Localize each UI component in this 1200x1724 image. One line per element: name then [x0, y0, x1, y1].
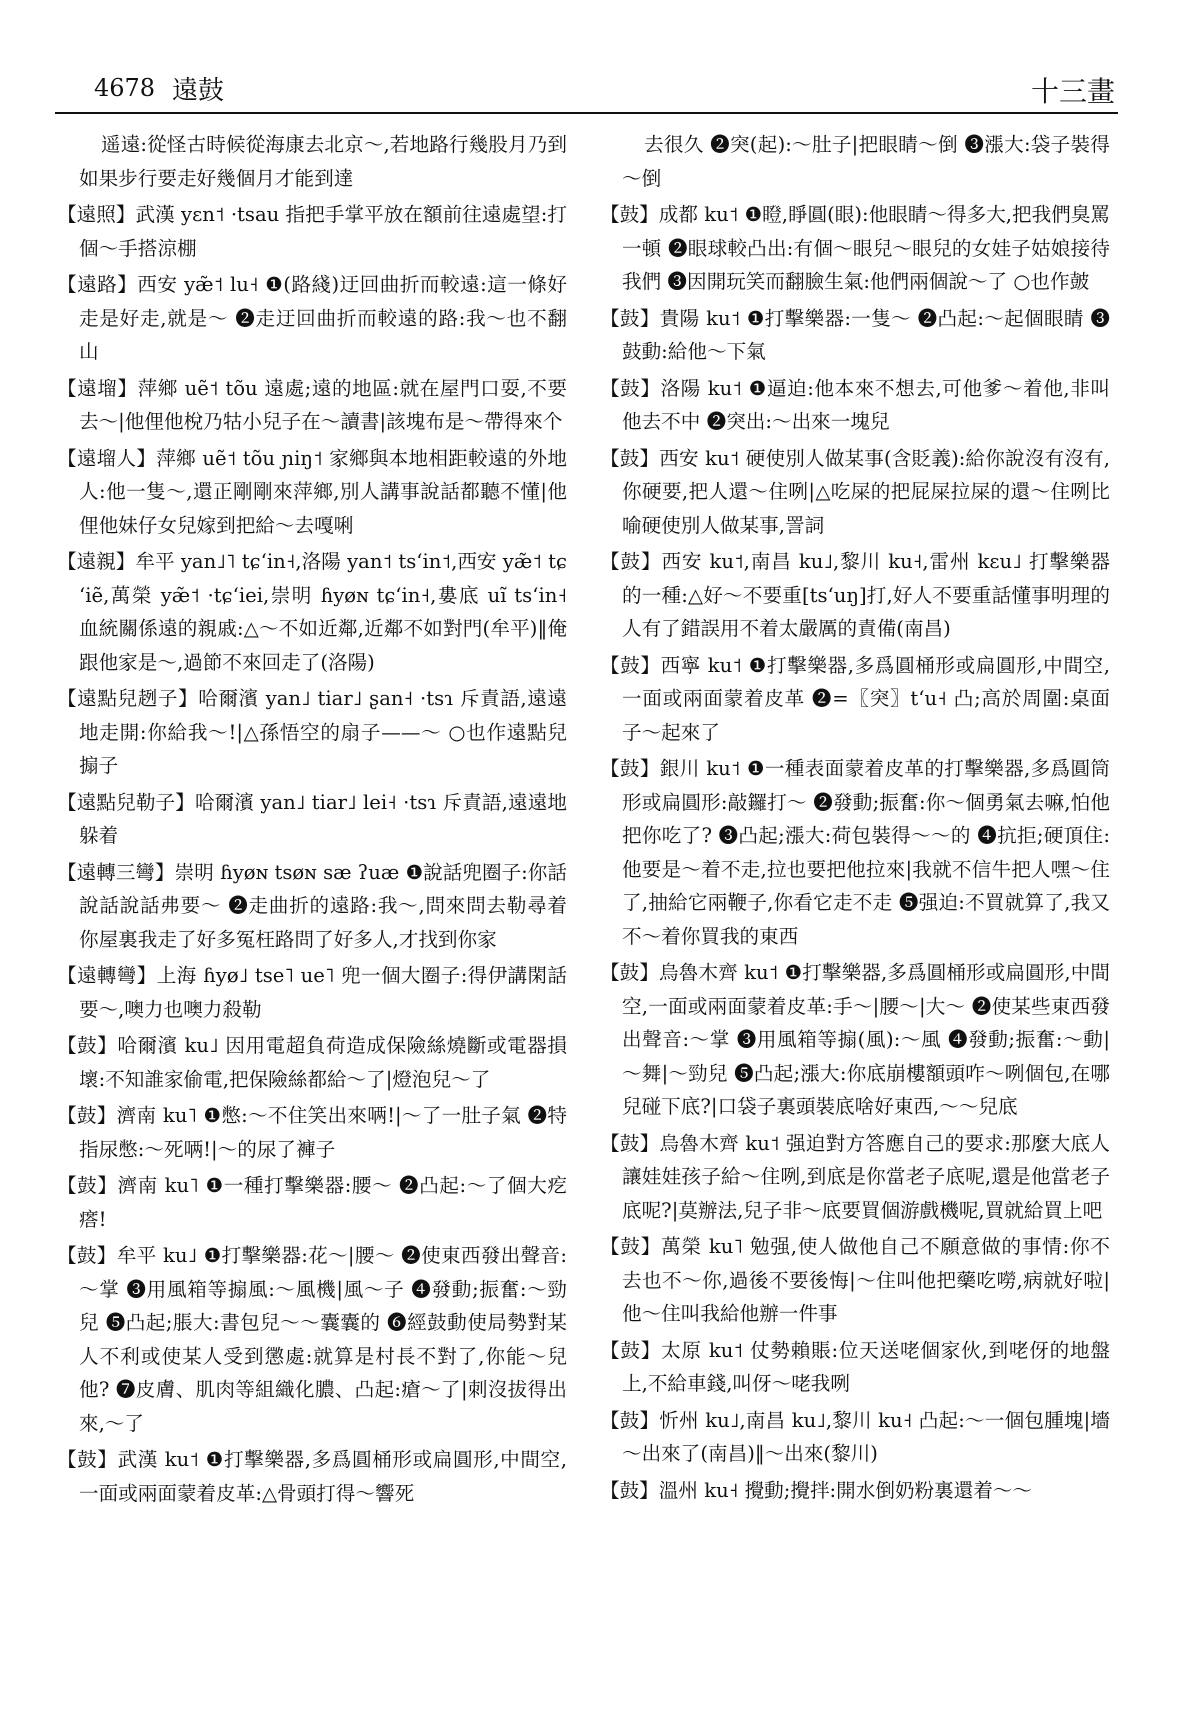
dictionary-entry: 【遠塯人】萍鄉 uẽ˦ tõu ɲiŋ˦ 家鄉與本地相距較遠的外地人:他一隻～,還正剛剛來萍鄉,別人講事說話都聽不懂|他俚他妹仔女兒嫁到把給～去嘎唎: [57, 446, 567, 537]
dictionary-entry: 【遠點兒趔子】哈爾濱 yan˩ tiar˩ ʂan˧ ·tsɿ 斥責語,遠遠地走開:你給我～!|△孫悟空的扇子——～ ○也作遠點兒搧子: [57, 687, 567, 777]
dictionary-entry: 【鼓】西寧 ku˦ ❶打擊樂器,多爲圓桶形或扁圓形,中間空,一面或兩面蒙着皮革 ❷=〖突〗tʻu˧ 凸;高於周圍:桌面子～起來了: [600, 653, 1110, 744]
dictionary-entry: 【遠塯】萍鄉 uẽ˦ tõu 遠處;遠的地區:就在屋門口耍,不要去～|他俚他梲乃牯小兒子在～讀書|該塊布是～帶得來个: [57, 376, 567, 433]
dictionary-entry: 【鼓】忻州 ku˩,南昌 ku˩,黎川 ku˧ 凸起:～一個包腫塊|墻～出來了(南昌)‖～出來(黎川): [600, 1408, 1110, 1465]
dictionary-entry: 【鼓】貴陽 ku˦ ❶打擊樂器:一隻～ ❷凸起:～起個眼睛 ❸鼓動:給他～下氣: [600, 306, 1110, 363]
header-rule: [55, 112, 1118, 114]
dictionary-entry: 【鼓】牟平 ku˩ ❶打擊樂器:花～|腰～ ❷使東西發出聲音:～掌 ❸用風箱等搧風:～風機|風～子 ❹發動;振奮:～勁兒 ❺凸起;脹大:書包兒～～囊囊的 ❻經鼓動使局勢對某人不利或使某人受到懲處:就算是村長不對了,你能～兒他? ❼皮膚、肌肉等組織化膿、凸起:瘡～了|刺沒拔得出來,～了: [57, 1244, 567, 1435]
dictionary-entry: 去很久 ❷突(起):～肚子|把眼睛～倒 ❸漲大:袋子裝得～倒: [622, 133, 1110, 190]
dictionary-entry: 【遠照】武漢 yɛn˦ ·tsau 指把手掌平放在額前往遠處望:打個～手搭涼棚: [57, 203, 567, 260]
running-head-title: 遠鼓: [172, 76, 225, 106]
dictionary-entry: 【鼓】濟南 ku˥ ❶憋:～不住笑出來唡!|～了一肚子氣 ❷特指尿憋:～死唡!|～的尿了褲子: [57, 1104, 567, 1161]
dictionary-entry: 【鼓】西安 ku˦,南昌 ku˩,黎川 ku˧,雷州 kɛu˩ 打擊樂器的一種:△好～不要重[tsʻuŋ]打,好人不要重話懂事明理的人有了錯誤用不着太嚴厲的責備(南昌): [600, 550, 1110, 640]
dictionary-entry: 【鼓】哈爾濱 ku˩ 因用電超負荷造成保險絲燒斷或電器損壞:不知誰家偷電,把保險絲都給～了|燈泡兒～了: [57, 1034, 567, 1091]
page-number: 4678: [94, 74, 156, 102]
dictionary-entry: 【鼓】洛陽 ku˦ ❶逼迫:他本來不想去,可他爹～着他,非叫他去不中 ❷突出:～出來一塊兒: [600, 376, 1110, 433]
dictionary-entry: 【鼓】溫州 ku˧ 攪動;攪拌:開水倒奶粉裏還着～～: [600, 1478, 1033, 1502]
dictionary-entry: 【鼓】成都 ku˦ ❶瞪,睜圓(眼):他眼睛～得多大,把我們臭罵一頓 ❷眼球較凸出:有個～眼兒～眼兒的女娃子姑娘接待我們 ❸因開玩笑而翻臉生氣:他們兩個說～了 ○也作皷: [600, 203, 1110, 293]
dictionary-entry: 【鼓】烏魯木齊 ku˦ ❶打擊樂器,多爲圓桶形或扁圓形,中間空,一面或兩面蒙着皮革:手～|腰～|大～ ❷使某些東西發出聲音:～掌 ❸用風箱等搧(風):～風 ❹發動;振奮:～動|～舞|～勁兒 ❺凸起;漲大:你底崩樓額頭咋～咧個包,在哪兒碰下底?|口袋子裏頭裝底啥好東西,～～兒底: [600, 961, 1110, 1118]
dictionary-entry: 【遠轉彎】上海 ɦyø˩ tse˥ ue˥ 兜一個大圈子:得伊講閑話要～,噢力也噢力殺勒: [57, 964, 567, 1021]
dictionary-entry: 【鼓】濟南 ku˥ ❶一種打擊樂器:腰～ ❷凸起:～了個大疙瘩!: [57, 1174, 567, 1231]
dictionary-entry: 【鼓】萬榮 ku˥ 勉强,使人做他自己不願意做的事情:你不去也不～你,過後不要後悔|～住叫他把藥吃嘮,病就好啦|他～住叫我給他辦一件事: [600, 1235, 1110, 1325]
dictionary-entry: 【遠轉三彎】崇明 ɦyøɴ tsøɴ sæ ʔuæ ❶說話兜圈子:你話說話說話弗要～ ❷走曲折的遠路:我～,問來問去勒尋着你屋裏我走了好多冤枉路問了好多人,才找到你家: [57, 860, 567, 951]
dictionary-entry: 【鼓】烏魯木齊 ku˦ 强迫對方答應自己的要求:那麼大底人讓娃娃孩子給～住咧,到底是你當老子底呢,還是他當老子底呢?|莫辦法,兒子非～底要買個游戲機呢,買就給買上吧: [600, 1131, 1110, 1222]
right-column: [600, 128, 1110, 1510]
running-head-section: 十三畫: [1030, 75, 1115, 108]
dictionary-entry: 【遠點兒勒子】哈爾濱 yan˩ tiar˩ lei˧ ·tsɿ 斥責語,遠遠地躲着: [57, 790, 567, 847]
dictionary-entry: 【鼓】武漢 ku˦ ❶打擊樂器,多爲圓桶形或扁圓形,中間空,一面或兩面蒙着皮革:△骨頭打得～響死: [57, 1448, 567, 1505]
left-column: [57, 128, 567, 1513]
dictionary-entry: 【遠親】牟平 yan˩˥ tɕʻin˧,洛陽 yan˦ tsʻin˦,西安 yæ̃˦ tɕʻiẽ,萬榮 yæ̃˦ ·tɕʻiei,崇明 ɦyøɴ tɕʻin˧,婁底 uĩ tsʻin˧ 血統關係遠的親戚:△～不如近鄰,近鄰不如對門(牟平)‖俺跟他家是～,過節不來回走了(洛陽): [57, 550, 567, 674]
dictionary-entry: 【鼓】銀川 ku˦ ❶一種表面蒙着皮革的打擊樂器,多爲圓筒形或扁圓形:敲鑼打～ ❷發動;振奮:你～個勇氣去嘛,怕他把你吃了? ❸凸起;漲大:荷包裝得～～的 ❹抗拒;硬頂住:他要是～着不走,拉也要把他拉來|我就不信牛把人嘿～住了,抽給它兩鞭子,你看它走不走 ❺强迫:不買就算了,我又不～着你買我的東西: [600, 757, 1110, 948]
dictionary-entry: 【遠路】西安 yæ̃˦ lu˧ ❶(路綫)迂回曲折而較遠:這一條好走是好走,就是～ ❷走迂回曲折而較遠的路:我～也不翻山: [57, 273, 567, 363]
dictionary-entry: 【鼓】西安 ku˦ 硬使別人做某事(含貶義):給你說沒有沒有,你硬要,把人還～住咧|△吃屎的把屁屎拉屎的還～住咧比喻硬使別人做某事,詈詞: [600, 446, 1110, 537]
dictionary-entry: 遥遠:從怪古時候從海康去北京～,若地路行幾股月乃到如果步行要走好幾個月才能到達: [79, 133, 567, 190]
dictionary-entry: 【鼓】太原 ku˦ 仗勢賴賬:位天送咾個家伙,到咾伢的地盤上,不給車錢,叫伢～咾我咧: [600, 1338, 1110, 1395]
